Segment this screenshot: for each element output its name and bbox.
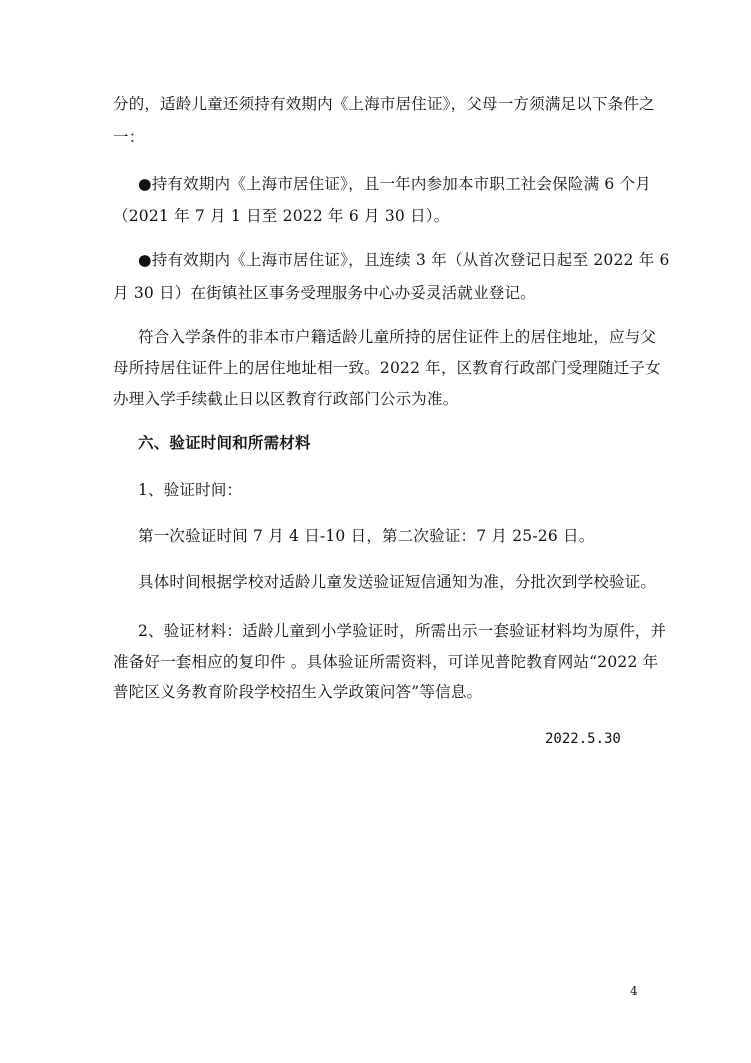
subsection-heading: 1、验证时间：	[138, 481, 243, 499]
bullet-line: ●持有效期内《上海市居住证》，且连续 3 年（从首次登记日起至 2022 年 6	[138, 251, 670, 269]
paragraph-line: 具体时间根据学校对适龄儿童发送验证短信通知为准，分批次到学校验证。	[138, 573, 657, 591]
paragraph-line: 符合入学条件的非本市户籍适龄儿童所持的居住证件上的居住地址，应与父	[138, 328, 657, 346]
page-number: 4	[630, 984, 638, 998]
paragraph-line: 第一次验证时间 7 月 4 日-10 日，第二次验证：7 月 25-26 日。	[138, 527, 595, 545]
bullet-line: （2021 年 7 月 1 日至 2022 年 6 月 30 日）。	[113, 207, 450, 225]
paragraph-line: 一：	[113, 128, 145, 146]
paragraph-line: 2、验证材料：适龄儿童到小学验证时，所需出示一套验证材料均为原件，并	[138, 622, 667, 640]
paragraph-line: 准备好一套相应的复印件 。具体验证所需资料，可详见普陀教育网站“2022 年	[113, 653, 659, 671]
document-date: 2022.5.30	[545, 731, 621, 747]
bullet-line: ●持有效期内《上海市居住证》，且一年内参加本市职工社会保险满 6 个月	[138, 175, 651, 193]
section-heading: 六、验证时间和所需材料	[138, 433, 311, 452]
paragraph-line: 普陀区义务教育阶段学校招生入学政策问答”等信息。	[113, 683, 483, 701]
paragraph-line: 分的，适龄儿童还须持有效期内《上海市居住证》，父母一方须满足以下条件之	[113, 95, 655, 113]
bullet-line: 月 30 日）在街镇社区事务受理服务中心办妥灵活就业登记。	[113, 284, 536, 302]
paragraph-line: 办理入学手续截止日以区教育行政部门公示为准。	[113, 390, 459, 408]
paragraph-line: 母所持居住证件上的居住地址相一致。2022 年，区教育行政部门受理随迁子女	[113, 359, 661, 377]
